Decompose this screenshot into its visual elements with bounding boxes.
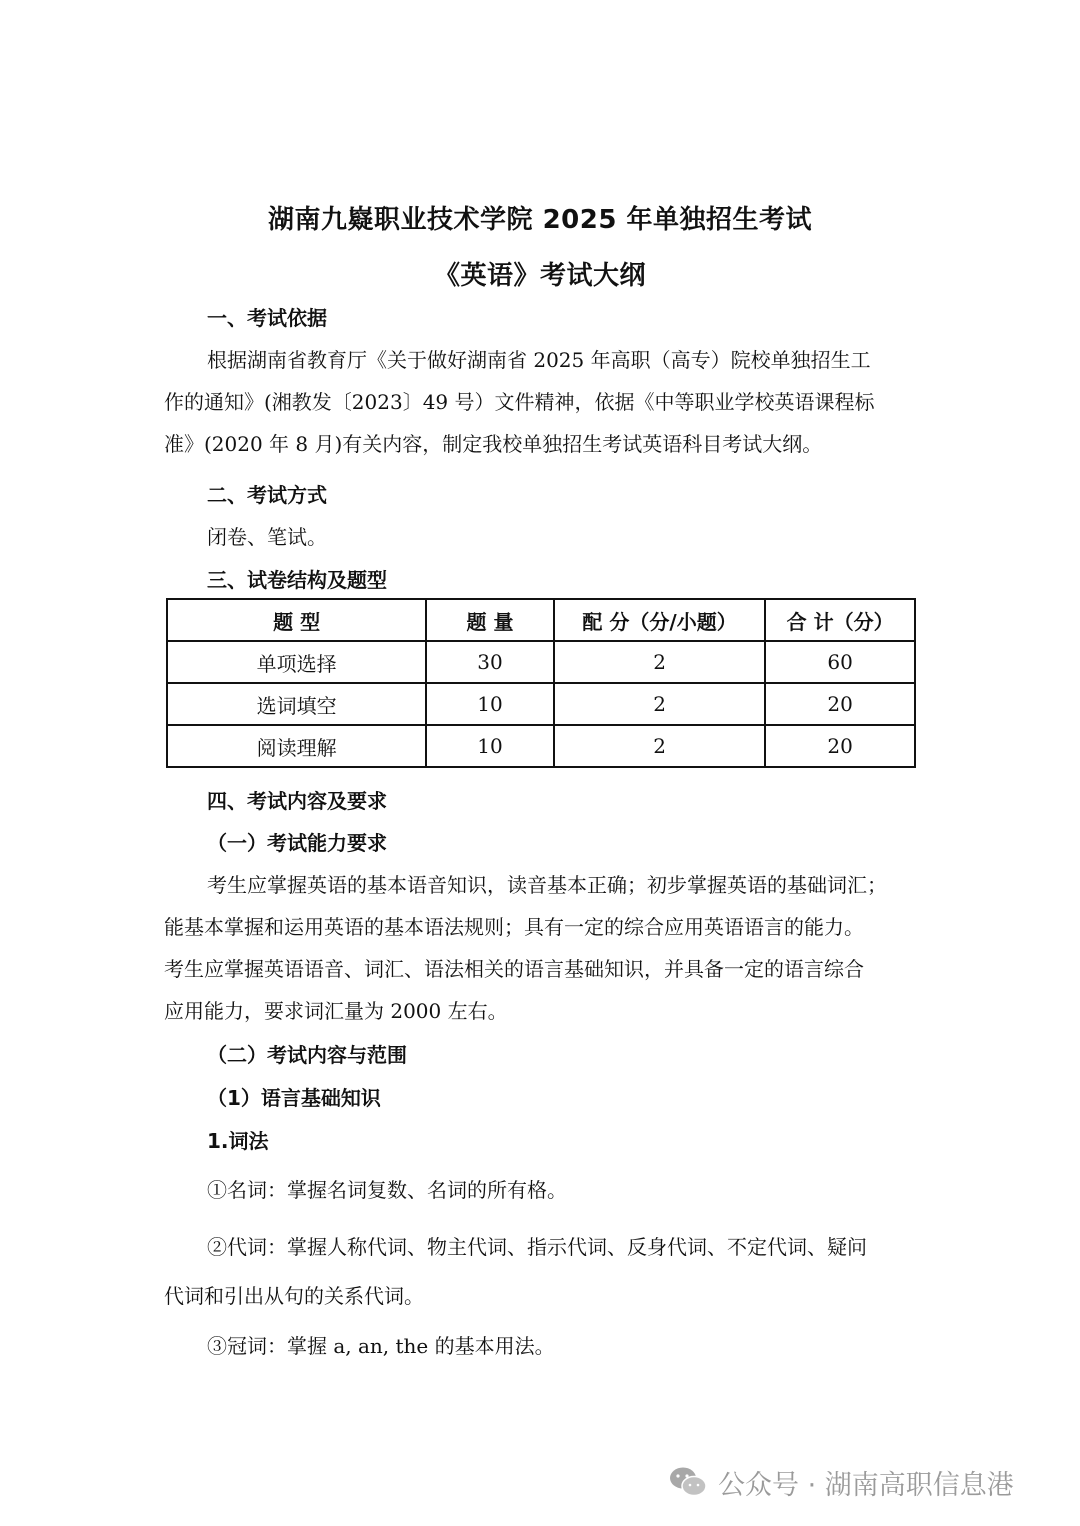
table-cell: 2 [554, 725, 765, 767]
table-row [167, 641, 915, 683]
header-cell-count: 题 量 [426, 599, 554, 641]
ability-line: 能基本掌握和运用英语的基本语法规则；具有一定的综合应用英语语言的能力。 [164, 915, 864, 939]
basis-line: 作的通知》(湘教发〔2023〕49 号）文件精神，依据《中等职业学校英语课程标 [164, 390, 875, 414]
lexis-item: ③冠词：掌握 a, an, the 的基本用法。 [207, 1334, 555, 1358]
table-cell: 30 [426, 641, 554, 683]
lexis-item: ①名词：掌握名词复数、名词的所有格。 [207, 1178, 567, 1202]
scope-heading: （二）考试内容与范围 [207, 1043, 407, 1067]
doc-title-line1: 湖南九嶷职业技术学院 2025 年单独招生考试 [268, 205, 812, 235]
section-structure-heading: 三、试卷结构及题型 [207, 568, 387, 592]
table-cell: 10 [426, 683, 554, 725]
ability-line: 应用能力，要求词汇量为 2000 左右。 [164, 999, 508, 1023]
lexis-item: ②代词：掌握人称代词、物主代词、指示代词、反身代词、不定代词、疑问 [207, 1235, 867, 1259]
table-cell: 2 [554, 641, 765, 683]
table-row [167, 683, 915, 725]
section-basis-heading: 一、考试依据 [207, 306, 327, 330]
doc-title-line2: 《英语》考试大纲 [433, 261, 646, 291]
table-cell: 20 [765, 725, 915, 767]
table-cell: 选词填空 [167, 683, 426, 725]
table-cell: 10 [426, 725, 554, 767]
table-cell: 单项选择 [167, 641, 426, 683]
ability-line: 考生应掌握英语的基本语音知识，读音基本正确；初步掌握英语的基础词汇； [207, 873, 887, 897]
section-content-heading: 四、考试内容及要求 [207, 789, 387, 813]
table-header-row [167, 599, 915, 641]
table-row [167, 725, 915, 767]
basis-line: 准》(2020 年 8 月)有关内容，制定我校单独招生考试英语科目考试大纲。 [164, 432, 823, 456]
method-text: 闭卷、笔试。 [207, 525, 327, 549]
knowledge-heading: （1）语言基础知识 [207, 1086, 381, 1110]
section-method-heading: 二、考试方式 [207, 483, 327, 507]
table-cell: 20 [765, 683, 915, 725]
lexis-heading: 1.词法 [207, 1129, 269, 1153]
header-cell-total: 合 计（分） [765, 599, 915, 641]
basis-line: 根据湖南省教育厅《关于做好湖南省 2025 年高职（高专）院校单独招生工 [207, 348, 871, 372]
lexis-item: 代词和引出从句的关系代词。 [164, 1284, 424, 1308]
table-cell: 2 [554, 683, 765, 725]
wechat-icon [668, 1465, 708, 1499]
header-cell-score: 配 分（分/小题） [554, 599, 765, 641]
ability-line: 考生应掌握英语语音、词汇、语法相关的语言基础知识，并具备一定的语言综合 [164, 957, 864, 981]
watermark [668, 1462, 1014, 1502]
table-cell: 60 [765, 641, 915, 683]
header-cell-type: 题 型 [167, 599, 426, 641]
exam-structure-table [166, 598, 916, 768]
table-cell: 阅读理解 [167, 725, 426, 767]
ability-heading: （一）考试能力要求 [207, 831, 387, 855]
watermark-text: 公众号 · 湖南高职信息港 [718, 1469, 1014, 1501]
